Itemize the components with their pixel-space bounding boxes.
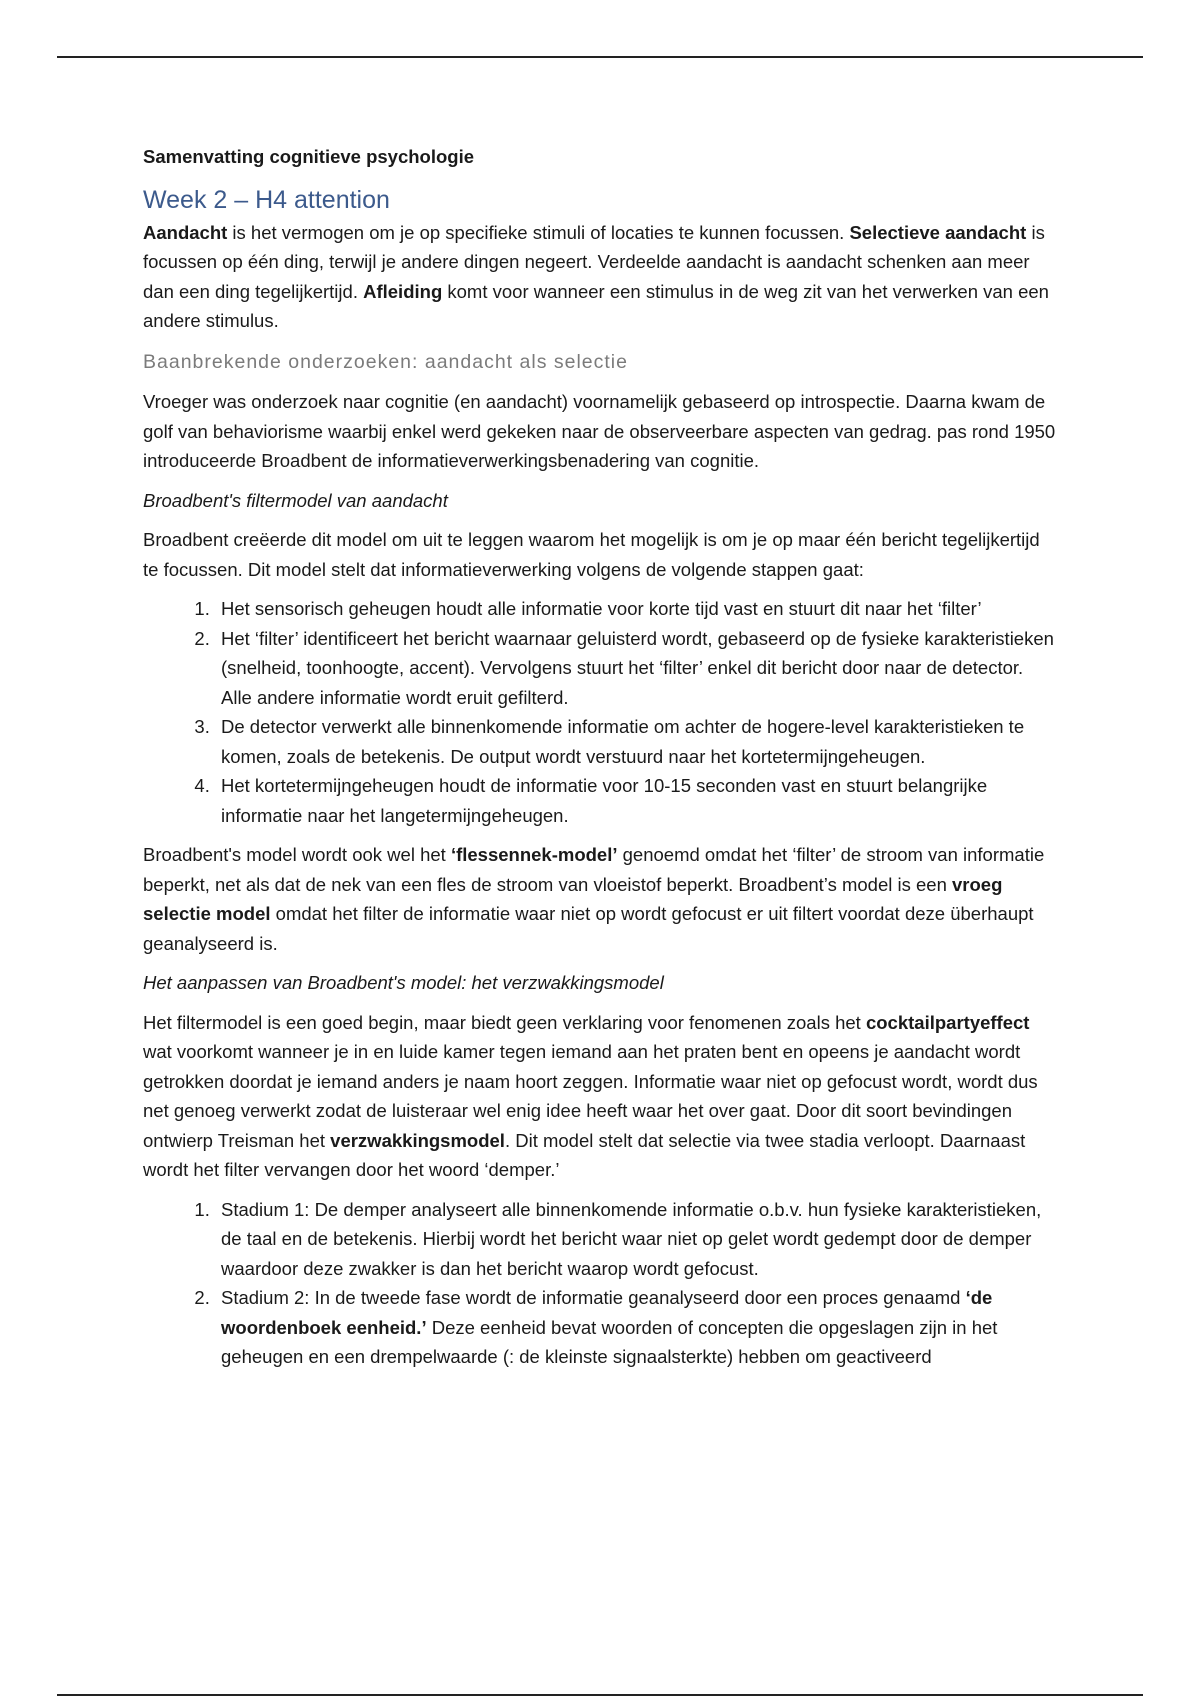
list-item: 1. Stadium 1: De demper analyseert alle binnenkomende informatie o.b.v. hun fysieke karakteristieken, de taal en de betekenis. Hierbij wordt het bericht waar niet op gelet wordt gedempt door de demper waardoor deze zwakker is dan het bericht waarop wordt gefocust. xyxy=(215,1195,1058,1284)
treisman-paragraph: Het filtermodel is een goed begin, maar biedt geen verklaring voor fenomenen zoals het cocktailpartyeffect wat voorkomt wanneer je in en luide kamer tegen iemand aan het praten bent en opeens je aandacht wordt getrokken doordat je iemand anders je naam hoort zeggen. Informatie waar niet op gefocust wordt, wordt dus net genoeg verwerkt zodat de luisteraar wel enig idee heeft waar het over gaat. Door dit soort bevindingen ontwierp Treisman het verzwakkingsmodel. Dit model stelt dat selectie via twee stadia verloopt. Daarnaast wordt het filter vervangen door het woord ‘demper.’ xyxy=(143,1011,1038,1180)
filter-intro-paragraph: Broadbent creëerde dit model om uit te leggen waarom het mogelijk is om je op maar één bericht tegelijkertijd te focussen. Dit model stelt dat informatieverwerking volgens de volgende stappen gaat: xyxy=(143,529,1040,580)
bold-term: ‘de woordenboek eenheid.’ xyxy=(221,1287,993,1338)
footer-rule xyxy=(57,1694,1143,1696)
bold-term: ‘flessennek-model’ xyxy=(450,844,618,865)
bold-term: Afleiding xyxy=(363,280,443,302)
history-paragraph: Vroeger was onderzoek naar cognitie (en aandacht) voornamelijk gebaseerd op introspectie. Daarna kwam de golf van behaviorisme waarbij enkel werd gekeken naar de observeerbare aspecten van gedrag. pas rond 1950 introduceerde Broadbent de informatieverwerkingsbenadering van cognitie. xyxy=(143,391,1056,471)
intro-paragraph: Aandacht is het vermogen om je op specifieke stimuli of locaties te kunnen focussen. Selectieve aandacht is focussen op één ding, terwijl je andere dingen negeert. Verdeelde aandacht is aandacht schenken aan meer dan een ding tegelijkertijd. Afleiding komt voor wanneer een stimulus in de weg zit van het verwerken van een andere stimulus. xyxy=(143,221,1049,331)
filter-steps-list xyxy=(143,594,1058,830)
bold-term: verzwakkingsmodel xyxy=(330,1129,505,1151)
bottleneck-paragraph: Broadbent's model wordt ook wel het ‘flessennek-model’ genoemd omdat het ‘filter’ de stroom van informatie beperkt, net als dat de nek van een fles de stroom van vloeistof beperkt. Broadbent’s model is een vroeg selectie model omdat het filter de informatie waar niet op wordt gefocust er uit filtert voordat deze überhaupt geanalyseerd is. xyxy=(143,844,1045,954)
list-item: 3. De detector verwerkt alle binnenkomende informatie om achter de hogere-level karakteristieken te komen, zoals de betekenis. De output wordt verstuurd naar het kortetermijngeheugen. xyxy=(215,712,1058,771)
heading-verzwakkingsmodel: Het aanpassen van Broadbent's model: het verzwakkingsmodel xyxy=(143,972,664,993)
heading-filtermodel: Broadbent's filtermodel van aandacht xyxy=(143,489,448,511)
document-title: Samenvatting cognitieve psychologie xyxy=(143,146,475,167)
heading-baanbrekende: Baanbrekende onderzoeken: aandacht als selectie xyxy=(143,350,628,373)
list-item: 2. Stadium 2: In de tweede fase wordt de informatie geanalyseerd door een proces genaamd ‘de woordenboek eenheid.’ Deze eenheid bevat woorden of concepten die opgeslagen zijn in het geheugen en een drempelwaarde (: de kleinste signaalsterkte) hebben om geactiveerd xyxy=(215,1283,1058,1372)
list-item: 1. Het sensorisch geheugen houdt alle informatie voor korte tijd vast en stuurt dit naar het ‘filter’ xyxy=(215,594,1058,624)
bold-term: vroeg selectie model xyxy=(143,873,1003,924)
stages-list xyxy=(143,1195,1058,1372)
bold-term: Selectieve aandacht xyxy=(849,221,1027,243)
list-item: 4. Het kortetermijngeheugen houdt de informatie voor 10-15 seconden vast en stuurt belangrijke informatie naar het langetermijngeheugen. xyxy=(215,771,1058,830)
document-page xyxy=(143,142,1058,1382)
bold-term: cocktailpartyeffect xyxy=(865,1011,1030,1033)
list-item: 2. Het ‘filter’ identificeert het bericht waarnaar geluisterd wordt, gebaseerd op de fysieke karakteristieken (snelheid, toonhoogte, accent). Vervolgens stuurt het ‘filter’ enkel dit bericht door naar de detector. Alle andere informatie wordt eruit gefilterd. xyxy=(215,624,1058,713)
bold-term: Aandacht xyxy=(143,221,228,243)
heading-week: Week 2 – H4 attention xyxy=(143,185,390,214)
header-rule xyxy=(57,56,1143,58)
